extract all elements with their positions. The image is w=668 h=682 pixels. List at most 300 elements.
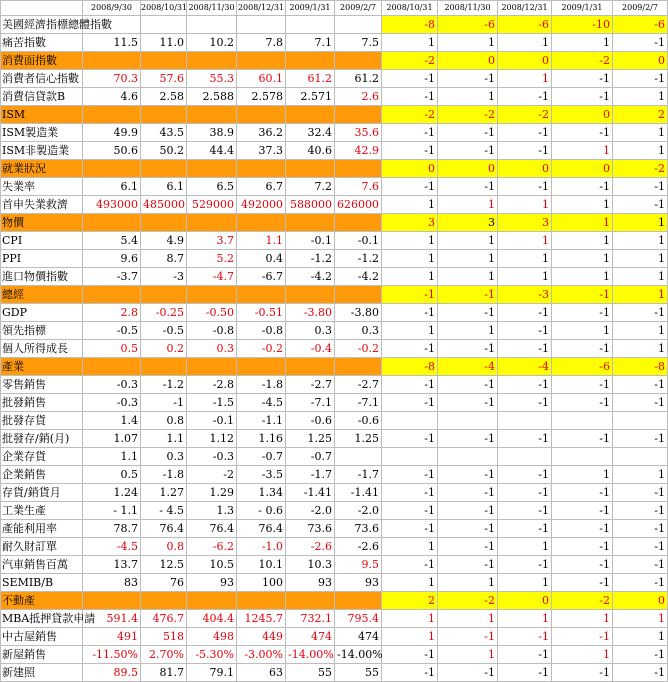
- value-cell: 38.9: [187, 124, 237, 142]
- indicator-name: GDP: [1, 304, 83, 322]
- value-cell: 37.3: [237, 142, 286, 160]
- section-row: [1, 16, 668, 34]
- indicator-name: 產能利用率: [1, 520, 83, 538]
- value-cell: [237, 160, 286, 178]
- score-cell: -1: [498, 376, 552, 394]
- indicator-row: [1, 556, 668, 574]
- value-cell: 1.1: [83, 448, 141, 466]
- value-cell: [141, 286, 187, 304]
- score-cell: -1: [552, 376, 613, 394]
- value-cell: [335, 52, 382, 70]
- value-cell: 55: [335, 664, 382, 682]
- score-cell: -2: [438, 592, 498, 610]
- value-cell: 1.29: [187, 484, 237, 502]
- score-cell: 1: [382, 628, 438, 646]
- score-cell: -1: [552, 178, 613, 196]
- score-cell: 1: [552, 646, 613, 664]
- value-cell: 50.2: [141, 142, 187, 160]
- score-cell: -1: [613, 70, 668, 88]
- value-cell: -0.5: [83, 322, 141, 340]
- value-cell: 0.8: [141, 412, 187, 430]
- value-cell: -0.8: [187, 322, 237, 340]
- value-cell: [335, 106, 382, 124]
- score-cell: -1: [382, 142, 438, 160]
- score-cell: [438, 412, 498, 430]
- value-cell: [187, 106, 237, 124]
- value-cell: 5.2: [187, 250, 237, 268]
- value-cell: [187, 52, 237, 70]
- header-date: 2008/10/31: [141, 1, 187, 16]
- score-cell: -1: [498, 322, 552, 340]
- value-cell: 0.3: [187, 340, 237, 358]
- value-cell: [141, 592, 187, 610]
- value-cell: -14.00%: [335, 646, 382, 664]
- score-cell: -1: [498, 88, 552, 106]
- score-cell: 1: [498, 196, 552, 214]
- section-name: 消費面指數: [1, 52, 83, 70]
- indicator-row: [1, 628, 668, 646]
- value-cell: -1.2: [141, 376, 187, 394]
- header-row: [1, 1, 668, 16]
- value-cell: [141, 16, 187, 34]
- score-cell: -1: [438, 340, 498, 358]
- score-cell: 1: [552, 142, 613, 160]
- score-cell: 1: [438, 34, 498, 52]
- score-cell: -2: [552, 592, 613, 610]
- score-cell: -1: [613, 484, 668, 502]
- value-cell: [335, 160, 382, 178]
- value-cell: [83, 160, 141, 178]
- score-cell: 3: [382, 214, 438, 232]
- value-cell: [237, 358, 286, 376]
- value-cell: -4.2: [286, 268, 335, 286]
- score-cell: 1: [613, 268, 668, 286]
- indicator-name: 中古屋銷售: [1, 628, 83, 646]
- score-cell: -1: [498, 304, 552, 322]
- score-cell: -1: [613, 304, 668, 322]
- score-cell: 1: [382, 232, 438, 250]
- indicator-row: [1, 70, 668, 88]
- value-cell: -0.2: [335, 340, 382, 358]
- score-cell: -1: [552, 664, 613, 682]
- score-cell: [552, 412, 613, 430]
- value-cell: [187, 160, 237, 178]
- value-cell: 0.3: [286, 322, 335, 340]
- value-cell: 493000: [83, 196, 141, 214]
- score-cell: 1: [613, 232, 668, 250]
- score-cell: 1: [613, 142, 668, 160]
- score-cell: -1: [613, 178, 668, 196]
- value-cell: -0.1: [286, 232, 335, 250]
- value-cell: -0.7: [237, 448, 286, 466]
- value-cell: 79.1: [187, 664, 237, 682]
- score-cell: -1: [382, 394, 438, 412]
- score-cell: -1: [613, 646, 668, 664]
- score-cell: -1: [498, 628, 552, 646]
- value-cell: -4.7: [187, 268, 237, 286]
- score-cell: -1: [498, 664, 552, 682]
- score-cell: 1: [382, 610, 438, 628]
- value-cell: 93: [335, 574, 382, 592]
- value-cell: 7.2: [286, 178, 335, 196]
- value-cell: [187, 358, 237, 376]
- value-cell: 78.7: [83, 520, 141, 538]
- value-cell: 449: [237, 628, 286, 646]
- value-cell: 7.6: [335, 178, 382, 196]
- value-cell: -14.00%: [286, 646, 335, 664]
- score-cell: 1: [613, 214, 668, 232]
- header-score-date: 2009/1/31: [552, 1, 613, 16]
- score-cell: -1: [438, 286, 498, 304]
- score-cell: -6: [613, 16, 668, 34]
- value-cell: [141, 106, 187, 124]
- value-cell: [335, 358, 382, 376]
- value-cell: 795.4: [335, 610, 382, 628]
- score-cell: 1: [438, 610, 498, 628]
- score-cell: 1: [552, 34, 613, 52]
- score-cell: [498, 412, 552, 430]
- value-cell: [237, 592, 286, 610]
- score-cell: -2: [438, 106, 498, 124]
- section-row: [1, 358, 668, 376]
- value-cell: -0.6: [335, 412, 382, 430]
- indicator-row: [1, 574, 668, 592]
- value-cell: -0.1: [187, 412, 237, 430]
- value-cell: 404.4: [187, 610, 237, 628]
- value-cell: 36.2: [237, 124, 286, 142]
- value-cell: 2.571: [286, 88, 335, 106]
- score-cell: -1: [382, 304, 438, 322]
- score-cell: -1: [438, 430, 498, 448]
- value-cell: [237, 106, 286, 124]
- score-cell: -4: [438, 358, 498, 376]
- score-cell: 1: [613, 250, 668, 268]
- header-date: 2009/2/7: [335, 1, 382, 16]
- value-cell: 1.25: [335, 430, 382, 448]
- score-cell: [552, 448, 613, 466]
- value-cell: 1.4: [83, 412, 141, 430]
- value-cell: [187, 214, 237, 232]
- value-cell: 83: [83, 574, 141, 592]
- score-cell: -1: [382, 430, 438, 448]
- value-cell: [83, 214, 141, 232]
- score-cell: 1: [498, 70, 552, 88]
- value-cell: -1.7: [335, 466, 382, 484]
- value-cell: 3.7: [187, 232, 237, 250]
- value-cell: 63: [237, 664, 286, 682]
- value-cell: 10.1: [237, 556, 286, 574]
- value-cell: - 4.5: [141, 502, 187, 520]
- score-cell: 1: [613, 628, 668, 646]
- value-cell: -1.2: [335, 250, 382, 268]
- value-cell: 0.5: [83, 340, 141, 358]
- value-cell: 6.1: [141, 178, 187, 196]
- value-cell: [83, 286, 141, 304]
- score-cell: -1: [613, 376, 668, 394]
- value-cell: 100: [237, 574, 286, 592]
- value-cell: 10.3: [286, 556, 335, 574]
- value-cell: 8.7: [141, 250, 187, 268]
- value-cell: -0.8: [237, 322, 286, 340]
- score-cell: -1: [552, 628, 613, 646]
- section-name: 產業: [1, 358, 83, 376]
- value-cell: -0.50: [187, 304, 237, 322]
- indicator-row: [1, 520, 668, 538]
- value-cell: -6.2: [187, 538, 237, 556]
- value-cell: 61.2: [335, 70, 382, 88]
- score-cell: 0: [438, 52, 498, 70]
- score-cell: 1: [438, 322, 498, 340]
- score-cell: -1: [498, 646, 552, 664]
- value-cell: 1.07: [83, 430, 141, 448]
- value-cell: 13.7: [83, 556, 141, 574]
- score-cell: -1: [438, 142, 498, 160]
- score-cell: -1: [613, 196, 668, 214]
- score-cell: 1: [498, 232, 552, 250]
- value-cell: 1.3: [187, 502, 237, 520]
- score-cell: 1: [382, 538, 438, 556]
- score-cell: -1: [552, 520, 613, 538]
- section-row: [1, 52, 668, 70]
- value-cell: - 0.6: [237, 502, 286, 520]
- score-cell: -1: [382, 520, 438, 538]
- indicator-name: 工業生產: [1, 502, 83, 520]
- value-cell: 55.3: [187, 70, 237, 88]
- indicator-name: SEMIB/B: [1, 574, 83, 592]
- indicator-row: [1, 304, 668, 322]
- section-row: [1, 286, 668, 304]
- score-cell: 1: [382, 322, 438, 340]
- indicator-name: 企業存貨: [1, 448, 83, 466]
- value-cell: -2.7: [286, 376, 335, 394]
- score-cell: -1: [552, 88, 613, 106]
- score-cell: -1: [438, 520, 498, 538]
- score-cell: 1: [382, 574, 438, 592]
- value-cell: [237, 16, 286, 34]
- section-row: [1, 106, 668, 124]
- indicator-name: 失業率: [1, 178, 83, 196]
- value-cell: -4.5: [83, 538, 141, 556]
- score-cell: 1: [613, 124, 668, 142]
- value-cell: [286, 214, 335, 232]
- value-cell: 1.34: [237, 484, 286, 502]
- score-cell: -1: [552, 484, 613, 502]
- value-cell: 60.1: [237, 70, 286, 88]
- value-cell: 6.5: [187, 178, 237, 196]
- value-cell: 2.578: [237, 88, 286, 106]
- value-cell: -1.2: [286, 250, 335, 268]
- indicator-row: [1, 448, 668, 466]
- value-cell: 76.4: [237, 520, 286, 538]
- score-cell: -1: [382, 502, 438, 520]
- value-cell: 7.1: [286, 34, 335, 52]
- indicator-name: 企業銷售: [1, 466, 83, 484]
- value-cell: -2: [187, 466, 237, 484]
- value-cell: 474: [286, 628, 335, 646]
- value-cell: -2.0: [286, 502, 335, 520]
- score-cell: 1: [438, 88, 498, 106]
- score-cell: 0: [613, 592, 668, 610]
- score-cell: 1: [438, 232, 498, 250]
- value-cell: 529000: [187, 196, 237, 214]
- score-cell: -1: [438, 502, 498, 520]
- score-cell: 0: [498, 592, 552, 610]
- score-cell: 3: [498, 214, 552, 232]
- value-cell: 32.4: [286, 124, 335, 142]
- score-cell: -8: [382, 16, 438, 34]
- indicator-row: [1, 466, 668, 484]
- indicator-row: [1, 124, 668, 142]
- value-cell: -0.5: [141, 322, 187, 340]
- score-cell: 1: [382, 250, 438, 268]
- score-cell: -1: [613, 664, 668, 682]
- value-cell: [335, 448, 382, 466]
- score-cell: 0: [498, 52, 552, 70]
- score-cell: 2: [613, 106, 668, 124]
- score-cell: 1: [498, 250, 552, 268]
- value-cell: 76.4: [187, 520, 237, 538]
- value-cell: 73.6: [335, 520, 382, 538]
- score-cell: 1: [552, 250, 613, 268]
- value-cell: 591.4: [83, 610, 141, 628]
- score-cell: -1: [498, 520, 552, 538]
- value-cell: 0.4: [237, 250, 286, 268]
- score-cell: -6: [552, 358, 613, 376]
- score-cell: 1: [498, 268, 552, 286]
- score-cell: -1: [552, 304, 613, 322]
- score-cell: 1: [613, 88, 668, 106]
- indicator-row: [1, 376, 668, 394]
- indicator-name: 汽車銷售百萬: [1, 556, 83, 574]
- value-cell: -3.5: [237, 466, 286, 484]
- value-cell: -3.80: [335, 304, 382, 322]
- score-cell: -2: [382, 106, 438, 124]
- score-cell: -1: [552, 556, 613, 574]
- value-cell: 73.6: [286, 520, 335, 538]
- score-cell: -1: [438, 628, 498, 646]
- indicator-row: [1, 34, 668, 52]
- value-cell: [187, 592, 237, 610]
- value-cell: 76: [141, 574, 187, 592]
- value-cell: 491: [83, 628, 141, 646]
- value-cell: -0.2: [237, 340, 286, 358]
- score-cell: -2: [382, 52, 438, 70]
- score-cell: 1: [498, 574, 552, 592]
- score-cell: 1: [438, 574, 498, 592]
- score-cell: 0: [498, 160, 552, 178]
- score-cell: -1: [438, 466, 498, 484]
- indicator-row: [1, 412, 668, 430]
- score-cell: -1: [613, 430, 668, 448]
- score-cell: 1: [552, 322, 613, 340]
- value-cell: 732.1: [286, 610, 335, 628]
- score-cell: -1: [382, 484, 438, 502]
- indicator-row: [1, 232, 668, 250]
- header-score-date: 2008/10/31: [382, 1, 438, 16]
- value-cell: -2.0: [335, 502, 382, 520]
- value-cell: -1.5: [187, 394, 237, 412]
- section-name: 總經: [1, 286, 83, 304]
- section-name: 物價: [1, 214, 83, 232]
- value-cell: 89.5: [83, 664, 141, 682]
- value-cell: [335, 286, 382, 304]
- indicator-row: [1, 322, 668, 340]
- value-cell: [335, 214, 382, 232]
- score-cell: -1: [498, 394, 552, 412]
- indicator-name: 零售銷售: [1, 376, 83, 394]
- score-cell: -2: [613, 160, 668, 178]
- value-cell: -0.51: [237, 304, 286, 322]
- score-cell: 1: [438, 250, 498, 268]
- score-cell: -1: [498, 502, 552, 520]
- score-cell: -10: [552, 16, 613, 34]
- value-cell: [335, 16, 382, 34]
- value-cell: 1.1: [237, 232, 286, 250]
- indicator-name: 新屋銷售: [1, 646, 83, 664]
- value-cell: 7.8: [237, 34, 286, 52]
- score-cell: 1: [552, 610, 613, 628]
- value-cell: -1: [141, 394, 187, 412]
- score-cell: -1: [438, 556, 498, 574]
- score-cell: 1: [498, 538, 552, 556]
- value-cell: 1.24: [83, 484, 141, 502]
- score-cell: -1: [382, 466, 438, 484]
- value-cell: 2.58: [141, 88, 187, 106]
- value-cell: -2.6: [335, 538, 382, 556]
- value-cell: 93: [286, 574, 335, 592]
- score-cell: -8: [382, 358, 438, 376]
- score-cell: -1: [438, 538, 498, 556]
- indicator-name: ISM非製造業: [1, 142, 83, 160]
- score-cell: -1: [382, 376, 438, 394]
- score-cell: -1: [382, 124, 438, 142]
- indicator-name: 存貨/銷貨月: [1, 484, 83, 502]
- value-cell: -4.5: [237, 394, 286, 412]
- value-cell: -7.1: [286, 394, 335, 412]
- value-cell: -0.4: [286, 340, 335, 358]
- score-cell: [498, 448, 552, 466]
- score-cell: -1: [552, 430, 613, 448]
- value-cell: 4.6: [83, 88, 141, 106]
- value-cell: [83, 52, 141, 70]
- value-cell: 6.7: [237, 178, 286, 196]
- score-cell: 1: [613, 466, 668, 484]
- value-cell: 2.8: [83, 304, 141, 322]
- score-cell: 1: [382, 268, 438, 286]
- header-score-date: 2009/2/7: [613, 1, 668, 16]
- score-cell: -1: [552, 574, 613, 592]
- value-cell: [187, 16, 237, 34]
- value-cell: -7.1: [335, 394, 382, 412]
- indicator-name: ISM製造業: [1, 124, 83, 142]
- value-cell: -0.3: [187, 448, 237, 466]
- section-name: 不動產: [1, 592, 83, 610]
- value-cell: 11.5: [83, 34, 141, 52]
- score-cell: 1: [552, 196, 613, 214]
- score-cell: 1: [552, 214, 613, 232]
- score-cell: -1: [498, 124, 552, 142]
- value-cell: 42.9: [335, 142, 382, 160]
- score-cell: -1: [438, 376, 498, 394]
- value-cell: -2.6: [286, 538, 335, 556]
- section-row: [1, 160, 668, 178]
- indicator-name: 領先指標: [1, 322, 83, 340]
- score-cell: 0: [552, 160, 613, 178]
- score-cell: -1: [552, 340, 613, 358]
- header-score-date: 2008/12/31: [498, 1, 552, 16]
- value-cell: -6.7: [237, 268, 286, 286]
- value-cell: 55: [286, 664, 335, 682]
